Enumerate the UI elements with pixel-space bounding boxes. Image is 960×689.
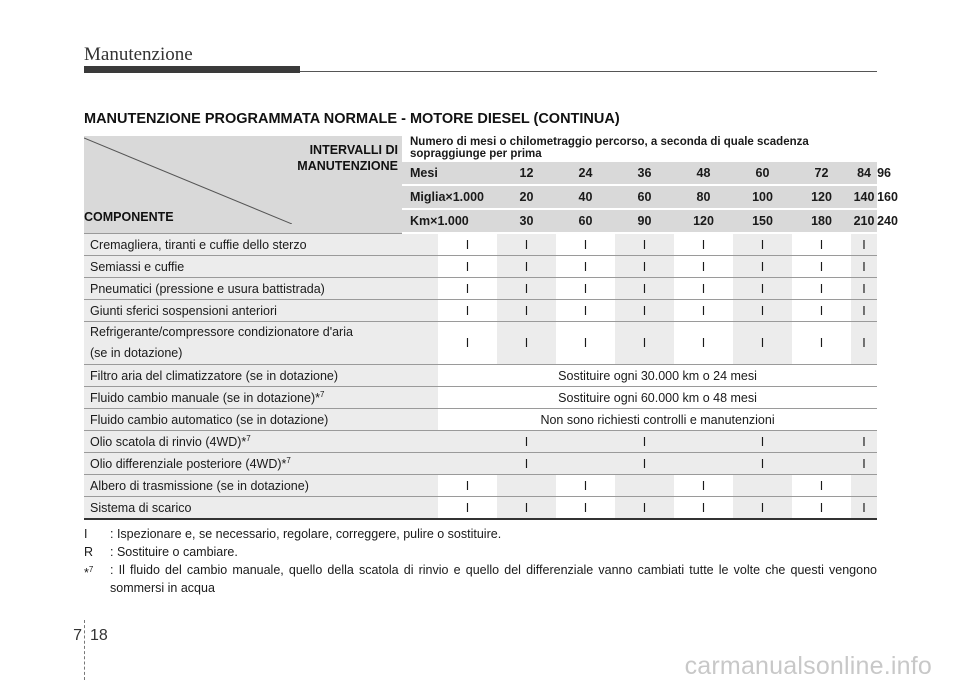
interval-cell: I <box>615 453 674 475</box>
legend-key-text: I <box>84 527 88 541</box>
header-value: 84 <box>851 161 877 185</box>
interval-cell: I <box>438 322 497 365</box>
legend-key-sup: 7 <box>88 565 94 574</box>
interval-cell <box>851 475 877 497</box>
interval-cell: I <box>851 278 877 300</box>
component-name-line: (se in dotazione) <box>90 346 183 360</box>
footnote-marker: 7 <box>286 455 291 465</box>
page-number <box>60 627 108 645</box>
legend-text: : Il fluido del cambio manuale, quello della scatola di rinvio e quello del differenziale vanno cambiati tutte le volte che questi vengono sommersi in acqua <box>110 563 877 595</box>
interval-cell: I <box>674 497 733 520</box>
interval-cell: I <box>851 300 877 322</box>
table-row <box>84 365 877 387</box>
legend-text: : Ispezionare e, se necessario, regolare, correggere, pulire o sostituire. <box>110 527 502 541</box>
interval-cell <box>497 475 556 497</box>
interval-cell: I <box>497 278 556 300</box>
interval-cell: I <box>674 256 733 278</box>
table-row <box>84 322 877 365</box>
table-row <box>84 497 877 520</box>
component-name <box>84 256 438 278</box>
interval-cell <box>438 431 497 453</box>
component-name <box>84 409 438 431</box>
interval-cell <box>733 475 792 497</box>
corner-intervals-label <box>297 142 398 174</box>
header-value: 150 <box>733 209 792 233</box>
corner-intervals-line: INTERVALLI DI <box>309 143 398 157</box>
interval-cell: I <box>733 278 792 300</box>
interval-cell <box>615 475 674 497</box>
corner-intervals-line: MANUTENZIONE <box>297 159 398 173</box>
interval-cell: I <box>674 300 733 322</box>
interval-cell: I <box>497 497 556 520</box>
interval-cell: I <box>851 233 877 256</box>
interval-cell: I <box>615 322 674 365</box>
component-name <box>84 475 438 497</box>
interval-cell: I <box>497 300 556 322</box>
header-value: 120 <box>792 185 851 209</box>
interval-cell: I <box>733 256 792 278</box>
legend-key <box>84 525 110 543</box>
footnote-marker: 7 <box>246 433 251 443</box>
interval-cell: I <box>556 278 615 300</box>
interval-cell: I <box>556 233 615 256</box>
table-row <box>84 475 877 497</box>
header-row: Miglia×1.000 20 40 60 80 100 120 140 160 <box>84 185 877 209</box>
interval-cell: I <box>615 300 674 322</box>
page-header-title: Manutenzione <box>84 44 193 65</box>
table-row <box>84 409 877 431</box>
interval-cell: I <box>497 233 556 256</box>
component-name-text: Semiassi e cuffie <box>90 259 185 274</box>
interval-cell: I <box>851 453 877 475</box>
interval-cell <box>556 431 615 453</box>
interval-cell: I <box>733 322 792 365</box>
interval-cell: I <box>438 475 497 497</box>
interval-cell: I <box>556 256 615 278</box>
interval-cell: I <box>438 233 497 256</box>
legend-item <box>84 543 877 561</box>
interval-cell <box>556 453 615 475</box>
interval-cell: I <box>792 256 851 278</box>
table-row <box>84 387 877 409</box>
component-name-text: Fluido cambio manuale (se in dotazione)* <box>90 391 320 406</box>
interval-cell: I <box>733 300 792 322</box>
footnote-marker: 7 <box>320 389 325 399</box>
header-value: 120 <box>674 209 733 233</box>
interval-cell: I <box>615 256 674 278</box>
interval-cell: I <box>792 278 851 300</box>
interval-cell <box>792 453 851 475</box>
interval-cell: I <box>438 300 497 322</box>
interval-cell: I <box>497 431 556 453</box>
interval-cell: I <box>792 497 851 520</box>
component-name <box>84 497 438 520</box>
header-value: 48 <box>674 161 733 185</box>
merged-instruction: Sostituire ogni 30.000 km o 24 mesi <box>438 365 877 387</box>
header-row-label: Miglia×1.000 <box>402 185 497 209</box>
header-value: 180 <box>792 209 851 233</box>
component-name <box>84 278 438 300</box>
merged-instruction: Non sono richiesti controlli e manutenzioni <box>438 409 877 431</box>
interval-cell: I <box>851 431 877 453</box>
header-value: 40 <box>556 185 615 209</box>
interval-cell: I <box>792 322 851 365</box>
header-value: 210 <box>851 209 877 233</box>
header-value: 72 <box>792 161 851 185</box>
header-row: Mesi 12 24 36 48 60 72 84 96 <box>84 161 877 185</box>
page-section-number: 7 <box>73 627 82 644</box>
component-name <box>84 365 438 387</box>
component-name <box>84 387 438 409</box>
interval-cell <box>792 431 851 453</box>
header-value: 24 <box>556 161 615 185</box>
component-name-text: Sistema di scarico <box>90 500 192 515</box>
header-value: 60 <box>733 161 792 185</box>
table-row <box>84 278 877 300</box>
component-name <box>84 453 438 475</box>
interval-cell: I <box>851 322 877 365</box>
interval-cell: I <box>497 256 556 278</box>
interval-cell: I <box>438 256 497 278</box>
header-value: 12 <box>497 161 556 185</box>
header-value: 30 <box>497 209 556 233</box>
header-bar <box>84 66 300 73</box>
legend-key-text: R <box>84 545 94 559</box>
component-name-text: Fluido cambio automatico (se in dotazione) <box>90 412 329 427</box>
interval-cell: I <box>556 497 615 520</box>
component-name <box>84 322 438 365</box>
component-name-line: Refrigerante/compressore condizionatore d'aria <box>90 325 353 339</box>
header-rule <box>300 71 877 72</box>
interval-cell: I <box>851 256 877 278</box>
interval-cell: I <box>733 431 792 453</box>
interval-cell: I <box>851 497 877 520</box>
interval-cell: I <box>733 453 792 475</box>
component-name-text: Giunti sferici sospensioni anteriori <box>90 303 277 318</box>
interval-cell: I <box>733 497 792 520</box>
component-name-text: Pneumatici (pressione e usura battistrada) <box>90 281 325 296</box>
header-row-label: Km×1.000 <box>402 209 497 233</box>
interval-cell: I <box>792 233 851 256</box>
interval-cell: I <box>674 233 733 256</box>
interval-cell: I <box>733 233 792 256</box>
maintenance-table <box>84 136 898 520</box>
component-name <box>84 300 438 322</box>
interval-cell: I <box>497 322 556 365</box>
legend-key <box>84 561 110 597</box>
merged-instruction: Sostituire ogni 60.000 km o 48 mesi <box>438 387 877 409</box>
table-row <box>84 431 877 453</box>
interval-cell: I <box>674 322 733 365</box>
header-value: 80 <box>674 185 733 209</box>
page-number-value: 18 <box>90 627 108 644</box>
component-name-text: Olio scatola di rinvio (4WD)* <box>90 435 247 450</box>
component-name-text: Cremagliera, tiranti e cuffie dello sterzo <box>90 237 307 252</box>
interval-cell: I <box>556 322 615 365</box>
interval-cell: I <box>615 233 674 256</box>
interval-cell: I <box>792 475 851 497</box>
legend-item <box>84 525 877 543</box>
header-row-span <box>84 136 877 161</box>
header-value: 20 <box>497 185 556 209</box>
legend-text: : Sostituire o cambiare. <box>110 545 238 559</box>
header-value: 60 <box>556 209 615 233</box>
interval-cell <box>674 453 733 475</box>
component-name-text: Olio differenziale posteriore (4WD)* <box>90 457 287 472</box>
header-value: 140 <box>851 185 877 209</box>
component-name-text: Filtro aria del climatizzatore (se in dotazione) <box>90 368 339 383</box>
interval-cell: I <box>615 431 674 453</box>
interval-cell: I <box>615 497 674 520</box>
component-name <box>84 233 438 256</box>
legend <box>84 525 877 597</box>
interval-cell: I <box>556 300 615 322</box>
interval-cell: I <box>674 475 733 497</box>
section-title: MANUTENZIONE PROGRAMMATA NORMALE - MOTORE DIESEL (CONTINUA) <box>84 111 620 127</box>
interval-cell <box>674 431 733 453</box>
interval-cell: I <box>792 300 851 322</box>
interval-cell <box>438 453 497 475</box>
header-value: 90 <box>615 209 674 233</box>
interval-span-title: Numero di mesi o chilometraggio percorso, a seconda di quale scadenza sopraggiunge per prima <box>402 136 877 161</box>
interval-cell: I <box>497 453 556 475</box>
table-row <box>84 300 877 322</box>
table-row <box>84 256 877 278</box>
header-row: Km×1.000 30 60 90 120 150 180 210 240 <box>84 209 877 233</box>
component-name-text: Albero di trasmissione (se in dotazione) <box>90 478 309 493</box>
header-row-label: Mesi <box>402 161 497 185</box>
interval-cell: I <box>438 497 497 520</box>
header-value: 36 <box>615 161 674 185</box>
legend-item <box>84 561 877 597</box>
interval-cell: I <box>674 278 733 300</box>
legend-key-text: * <box>84 566 89 581</box>
legend-key <box>84 543 110 561</box>
watermark: carmanualsonline.info <box>684 652 932 680</box>
interval-cell: I <box>438 278 497 300</box>
table-row <box>84 453 877 475</box>
header-value: 100 <box>733 185 792 209</box>
corner-component-label: COMPONENTE <box>84 209 174 224</box>
header-value: 60 <box>615 185 674 209</box>
interval-cell: I <box>615 278 674 300</box>
table-row <box>84 233 877 256</box>
table-corner-cell <box>84 136 402 233</box>
component-name <box>84 431 438 453</box>
interval-cell: I <box>556 475 615 497</box>
